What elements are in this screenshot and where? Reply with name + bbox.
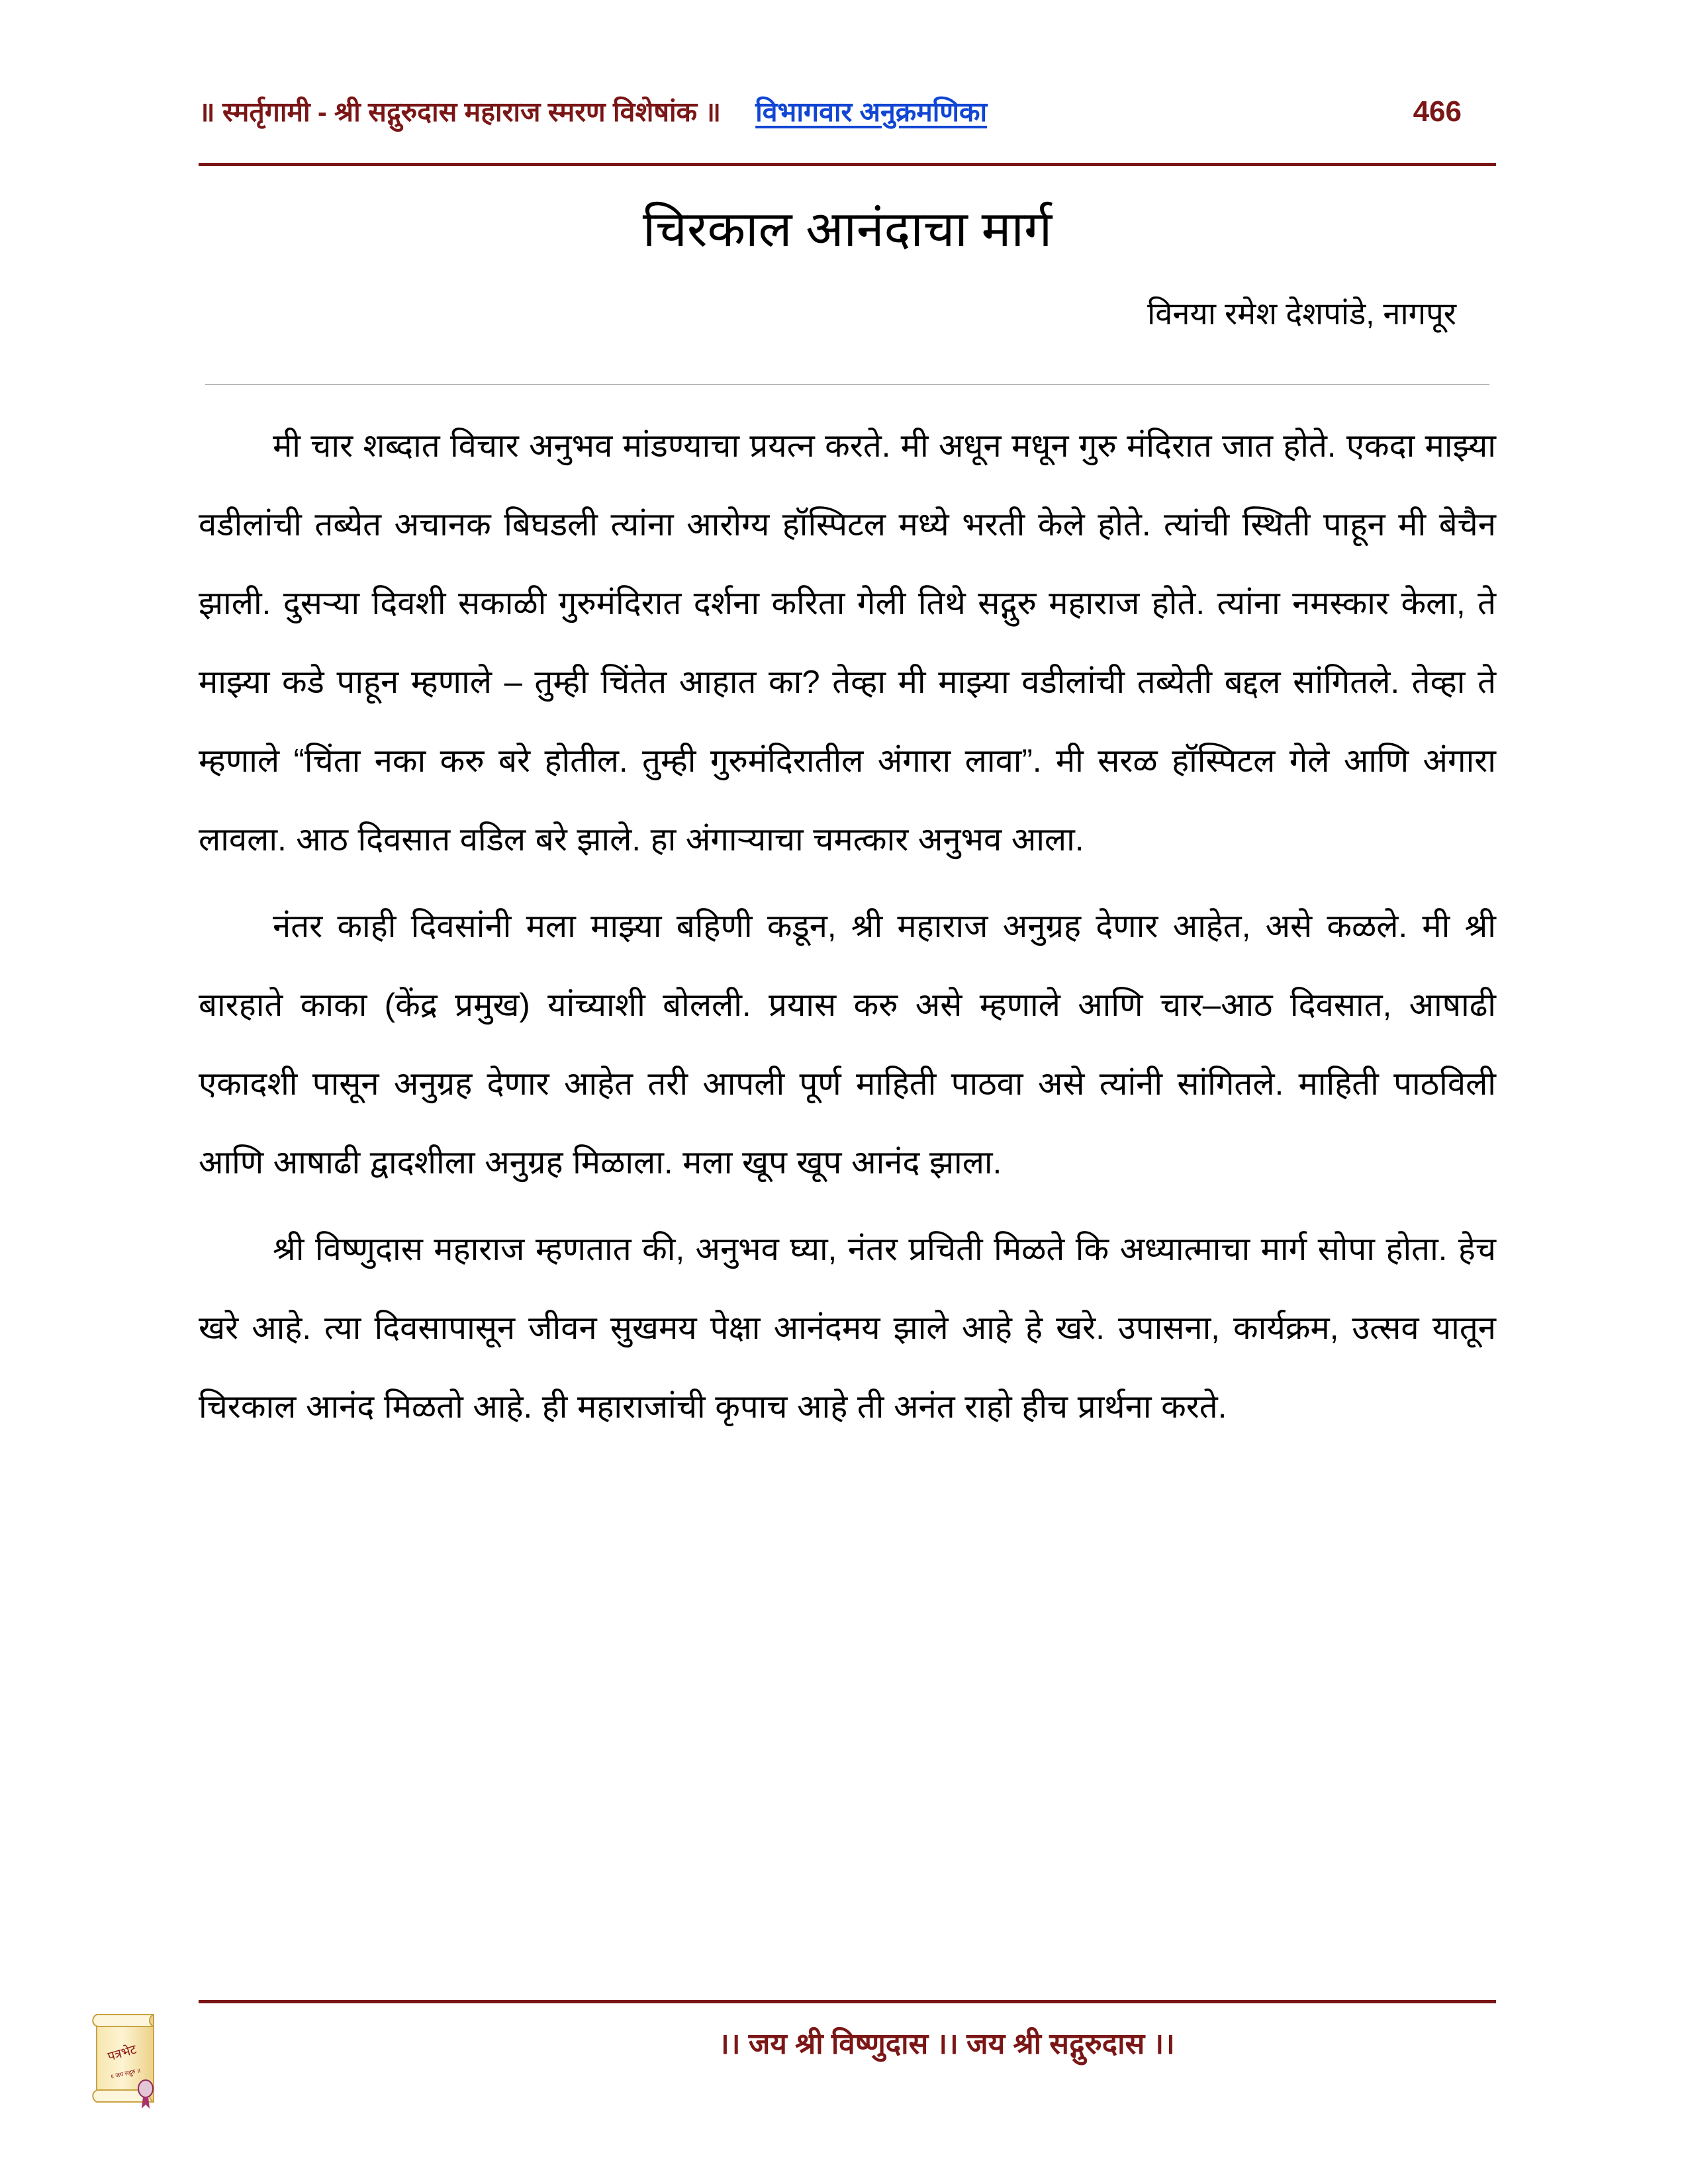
footer-divider xyxy=(199,2000,1496,2003)
footer-blessing: ।। जय श्री विष्णुदास ।। जय श्री सद्गुरुदास ।। xyxy=(718,2028,1175,2060)
patrabhet-scroll-logo xyxy=(85,2005,169,2111)
page-header xyxy=(199,93,1496,130)
page-number: 466 xyxy=(1413,95,1462,128)
article-title: चिरकाल आनंदाचा मार्ग xyxy=(642,201,1053,257)
body-paragraph: श्री विष्णुदास महाराज म्हणतात की, अनुभव घ्या, नंतर प्रचिती मिळते कि अध्यात्माचा मार्ग सोपा होता. हेच खरे आहे. त्या दिवसापासून जीवन सुखमय पेक्षा आनंदमय झाले आहे हे खरे. उपासना, कार्यक्रम, उत्सव यातून चिरकाल आनंद मिळतो आहे. ही महाराजांची कृपाच आहे ती अनंत राहो हीच प्रार्थना करते. xyxy=(199,1232,1496,1425)
svg-text:पत्रभेट: पत्रभेट xyxy=(106,2042,138,2064)
header-index-link[interactable]: विभागवार अनुक्रमणिका xyxy=(755,97,988,127)
title-divider xyxy=(205,384,1489,385)
svg-text:॥ जय सद्गुरु ॥: ॥ जय सद्गुरु ॥ xyxy=(109,2067,142,2080)
article-body xyxy=(199,407,1496,1447)
header-publication-title: ॥ स्मर्तृगामी - श्री सद्गुरुदास महाराज स्मरण विशेषांक ॥ xyxy=(199,97,722,127)
header-divider xyxy=(199,163,1496,166)
body-paragraph: मी चार शब्दात विचार अनुभव मांडण्याचा प्रयत्न करते. मी अधून मधून गुरु मंदिरात जात होते. एकदा माझ्या वडीलांची तब्येत अचानक बिघडली त्यांना आरोग्य हॉस्पिटल मध्ये भरती केले होते. त्यांची स्थिती पाहून मी बेचैन झाली. दुसऱ्या दिवशी सकाळी गुरुमंदिरात दर्शना करिता गेली तिथे सद्गुरु महाराज होते. त्यांना नमस्कार केला, ते माझ्या कडे पाहून म्हणाले – तुम्ही चिंतेत आहात का? तेव्हा मी माझ्या वडीलांची तब्येती बद्दल सांगितले. तेव्हा ते म्हणाले “चिंता नका करु बरे होतील. तुम्ही गुरुमंदिरातील अंगारा लावा”. मी सरळ हॉस्पिटल गेले आणि अंगारा लावला. आठ दिवसात वडिल बरे झाले. हा अंगाऱ्याचा चमत्कार अनुभव आला. xyxy=(199,428,1496,858)
body-paragraph: नंतर काही दिवसांनी मला माझ्या बहिणी कडून, श्री महाराज अनुग्रह देणार आहेत, असे कळले. मी श्री बारहाते काका (केंद्र प्रमुख) यांच्याशी बोलली. प्रयास करु असे म्हणाले आणि चार–आठ दिवसात, आषाढी एकादशी पासून अनुग्रह देणार आहेत तरी आपली पूर्ण माहिती पाठवा असे त्यांनी सांगितले. माहिती पाठविली आणि आषाढी द्वादशीला अनुग्रह मिळाला. मला खूप खूप आनंद झाला. xyxy=(199,909,1496,1181)
article-byline: विनया रमेश देशपांडे, नागपूर xyxy=(1147,296,1456,331)
